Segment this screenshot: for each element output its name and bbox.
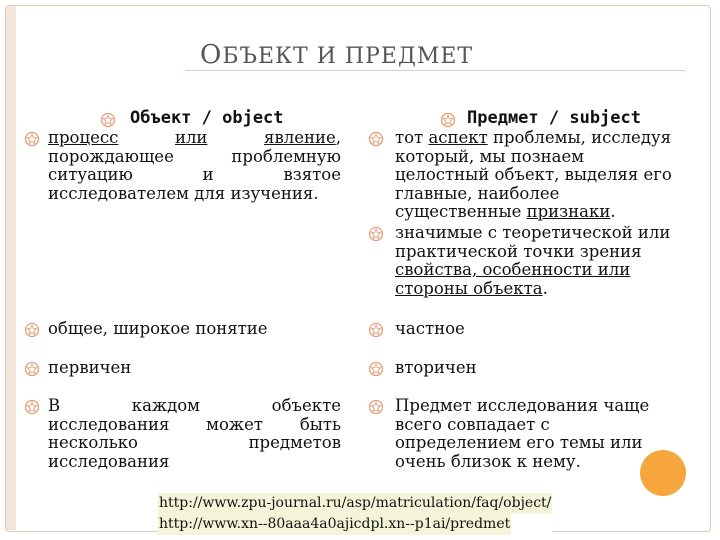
text-line: исследователем для изучения.: [48, 183, 319, 203]
left-item-2: общее, широкое понятие: [48, 319, 268, 338]
right-item-4: вторичен: [395, 358, 477, 377]
text-line: определением его темы или: [395, 433, 643, 452]
star-bullet-icon: [24, 322, 40, 338]
star-bullet-icon: [24, 399, 40, 415]
source-link-1[interactable]: http://www.zpu-journal.ru/asp/matriculation/faq/object/: [158, 493, 552, 514]
star-bullet-icon: [368, 226, 384, 242]
star-bullet-icon: [368, 322, 384, 338]
text-line: В каждом объекте: [48, 396, 341, 415]
text-line: исследования может быть: [48, 414, 341, 434]
right-item-1: [395, 129, 695, 222]
right-item-2: [395, 224, 695, 298]
text-line: тот аспект проблемы, исследуя: [395, 128, 672, 147]
text-line: значимые с теоретической или: [395, 223, 671, 242]
left-item-3: первичен: [48, 358, 132, 377]
text-line: порождающее проблемную: [48, 146, 341, 166]
star-bullet-icon: [368, 361, 384, 377]
left-item-1: [48, 129, 341, 203]
right-item-3: частное: [395, 319, 465, 338]
source-link-2[interactable]: http://www.xn--80aaa4a0ajicdpl.xn--p1ai/predmet: [158, 514, 511, 535]
star-bullet-icon: [440, 112, 456, 128]
text-line: всего совпадает с: [395, 414, 550, 434]
text-line: несколько предметов: [48, 433, 341, 452]
star-bullet-icon: [24, 361, 40, 377]
text-line: исследования: [48, 451, 170, 471]
text-line: практической точки зрения: [395, 241, 642, 261]
text-line: процесс или явление,: [48, 128, 341, 147]
left-item-4: [48, 397, 341, 471]
text-line: ситуацию и взятое: [48, 165, 341, 184]
star-bullet-icon: [100, 112, 116, 128]
text-line: целостный объект, выделяя его: [395, 165, 672, 184]
decorative-circle: [640, 450, 686, 496]
star-bullet-icon: [24, 131, 40, 147]
text-line: главные, наиболее: [395, 183, 560, 203]
source-links: [158, 493, 552, 535]
text-line: Предмет исследования чаще: [395, 396, 650, 415]
text-line: очень близок к нему.: [395, 451, 581, 471]
title-divider: [185, 70, 685, 71]
text-line: стороны объекта.: [395, 278, 548, 298]
star-bullet-icon: [368, 399, 384, 415]
star-bullet-icon: [368, 131, 384, 147]
right-header: Предмет / subject: [467, 108, 641, 128]
text-line: существенные признаки.: [395, 202, 616, 221]
text-line: который, мы познаем: [395, 146, 585, 166]
text-line: свойства, особенности или: [395, 260, 631, 279]
left-header: Объект / object: [130, 108, 284, 128]
page-title: ОБЪЕКТ И ПРЕДМЕТ: [200, 40, 474, 70]
